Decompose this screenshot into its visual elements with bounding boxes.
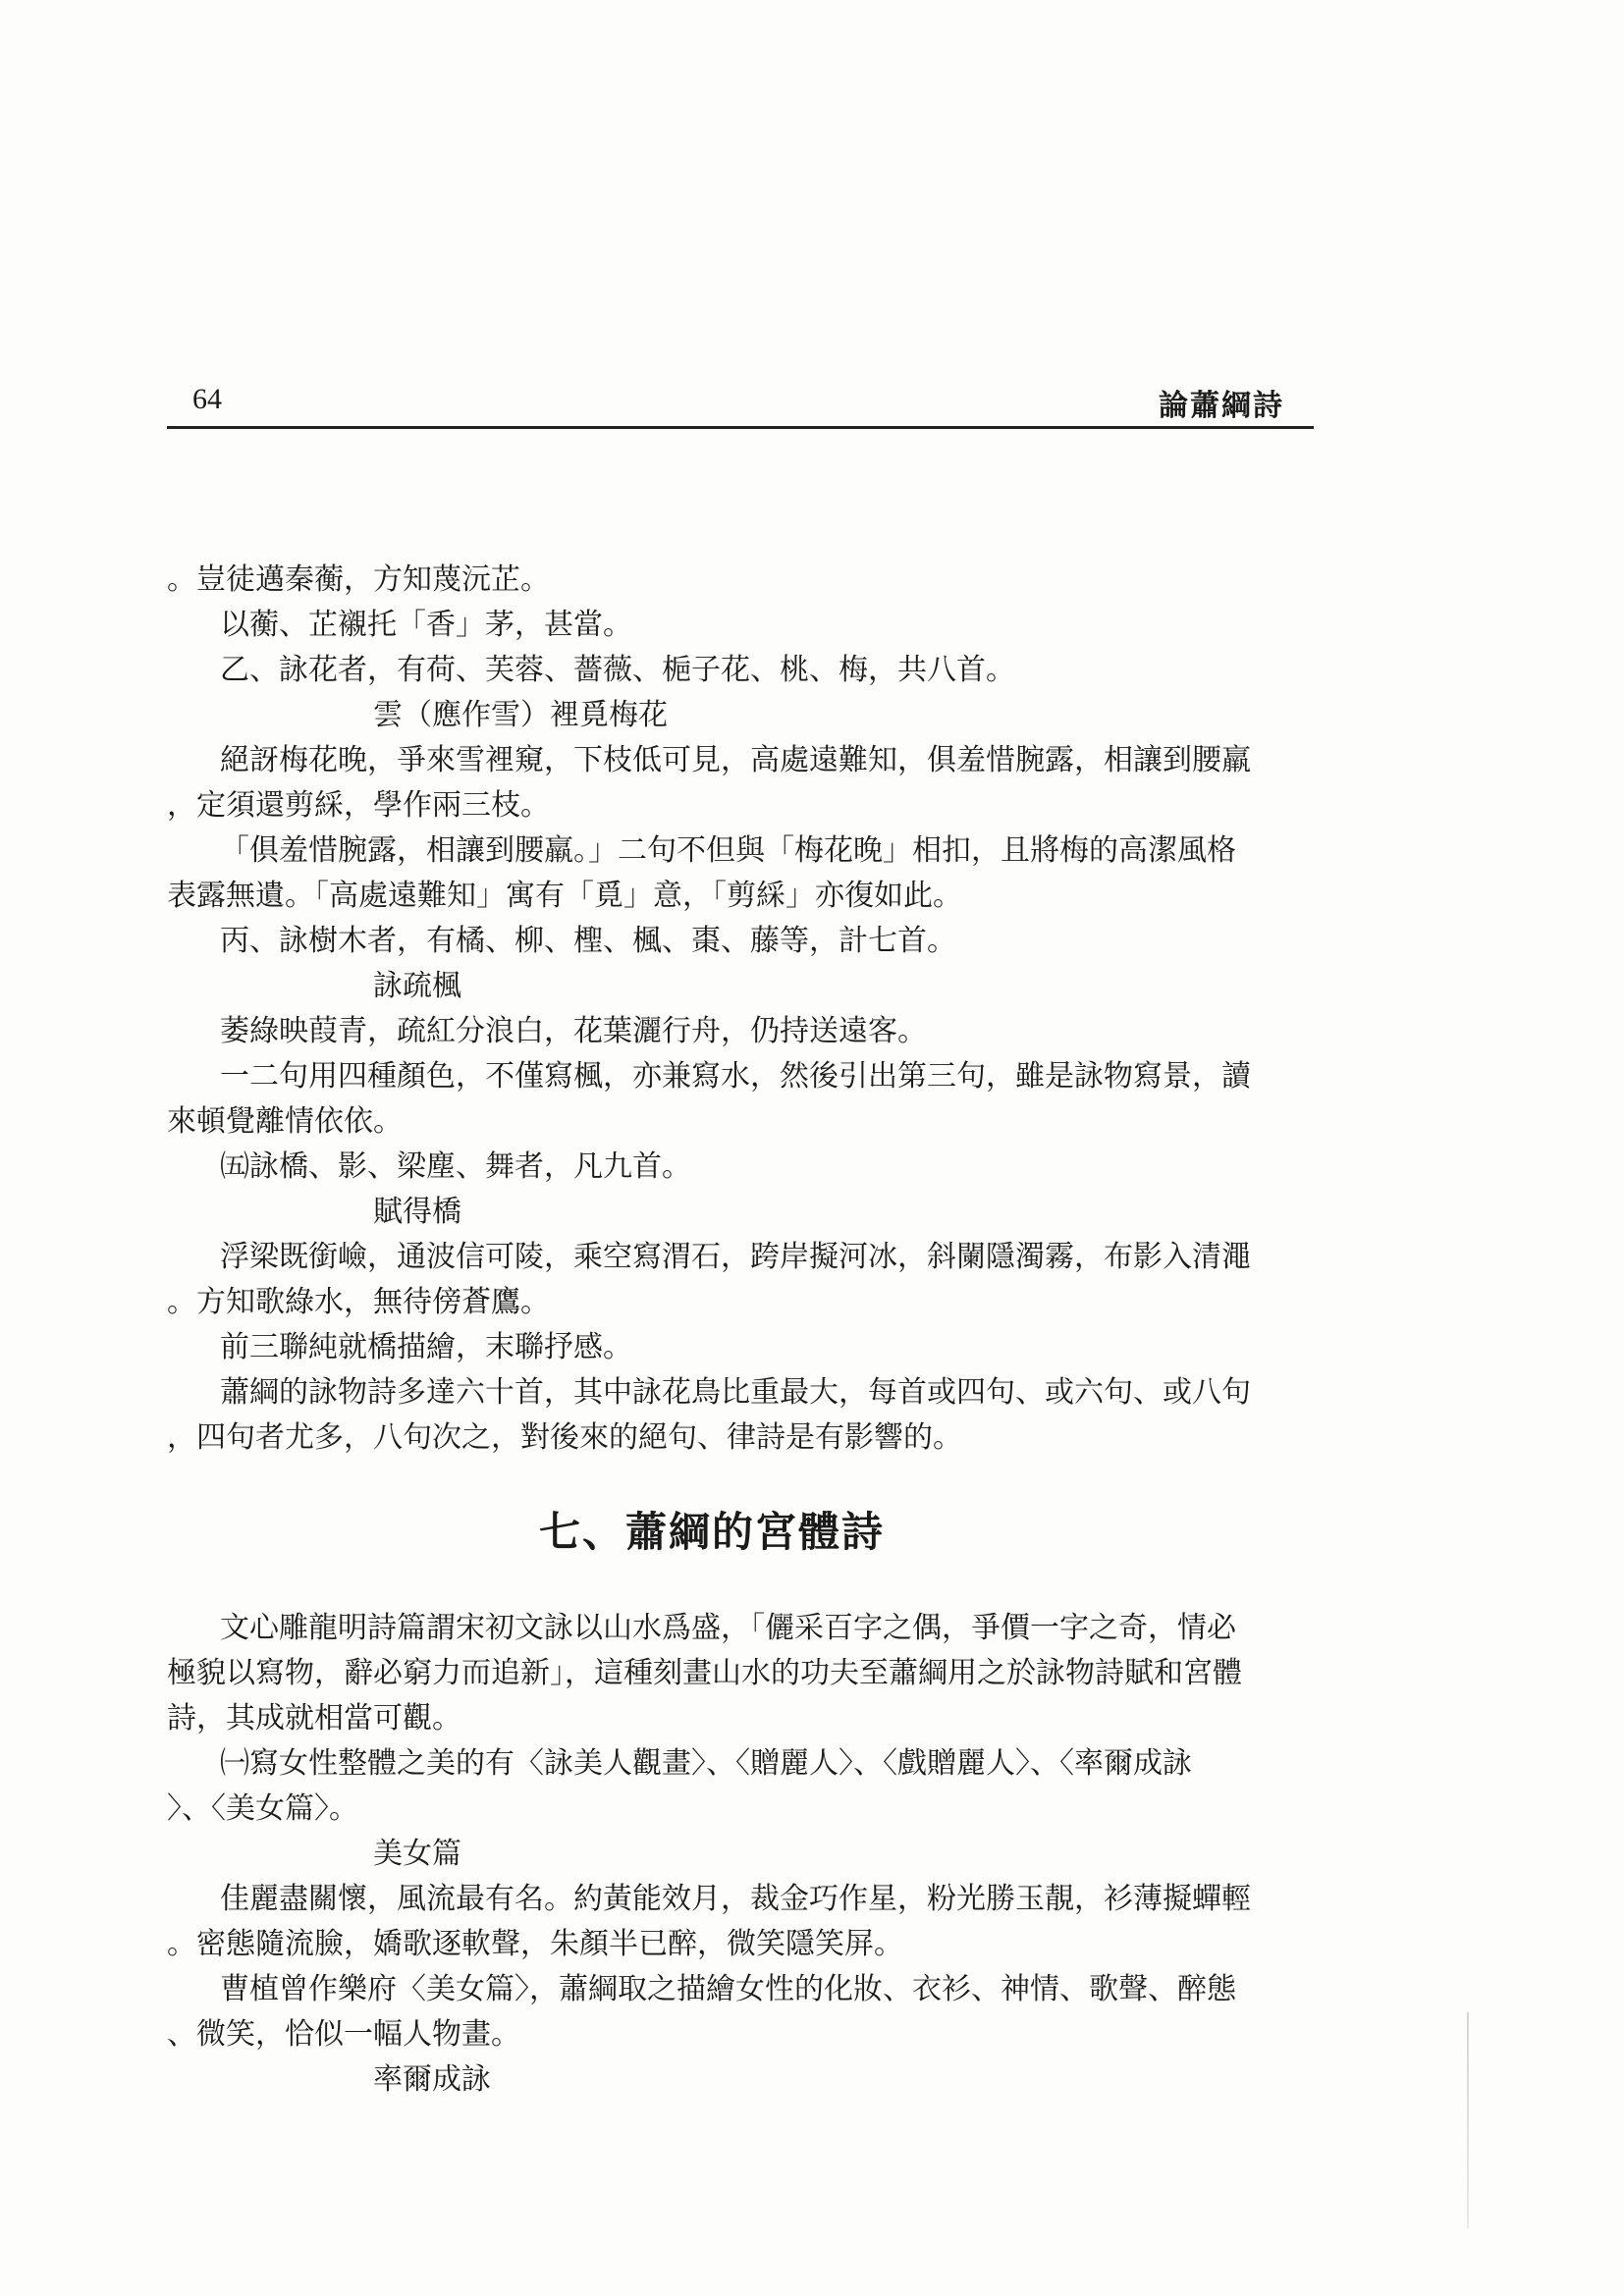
text-line: 「俱羞惜腕露，相讓到腰羸。」二句不但與「梅花晚」相扣，且將梅的高潔風格 bbox=[220, 833, 1236, 868]
poem-title: 美女篇 bbox=[373, 1837, 461, 1871]
text-line: 。豈徒邁秦蘅，方知蔑沅芷。 bbox=[167, 562, 550, 597]
poem-title: 率爾成詠 bbox=[373, 2062, 491, 2097]
poem-line: 萎綠映葭青，疏紅分浪白，花葉灑行舟，仍持送遠客。 bbox=[220, 1014, 927, 1048]
text-line: 前三聯純就橋描繪，末聯抒感。 bbox=[220, 1330, 632, 1364]
running-title: 論蕭綱詩 bbox=[1159, 389, 1284, 423]
text-line: 極貌以寫物，辭必窮力而追新」，這種刻畫山水的功夫至蕭綱用之於詠物詩賦和宮體 bbox=[167, 1656, 1242, 1690]
page-header bbox=[167, 381, 1314, 429]
poem-line: ，定須還剪綵，學作兩三枝。 bbox=[167, 788, 550, 823]
text-line: 蕭綱的詠物詩多達六十首，其中詠花鳥比重最大，每首或四句、或六句、或八句 bbox=[220, 1375, 1251, 1410]
section-heading: 七、蕭綱的宮體詩 bbox=[538, 1510, 885, 1555]
text-line: 表露無遺。「高處遠難知」寓有「覓」意，「剪綵」亦復如此。 bbox=[167, 879, 962, 913]
poem-line: 浮梁既銜嶮，通波信可陵，乘空寫渭石，跨岸擬河冰，斜闌隱濁霧，布影入清澠 bbox=[220, 1240, 1251, 1274]
poem-title: 雲（應作雪）裡覓梅花 bbox=[373, 698, 668, 732]
text-line: 以蘅、芷襯托「香」茅，甚當。 bbox=[220, 608, 632, 642]
page-number: 64 bbox=[192, 383, 222, 415]
text-line: ㈤詠橋、影、梁塵、舞者，凡九首。 bbox=[220, 1149, 691, 1184]
poem-line: 。密態隨流臉，嬌歌逐軟聲，朱顏半已醉，微笑隱笑屏。 bbox=[167, 1927, 903, 1961]
body-text bbox=[167, 558, 1257, 2103]
scan-artifact-line bbox=[1467, 2012, 1469, 2228]
text-line: 曹植曾作樂府〈美女篇〉，蕭綱取之描繪女性的化妝、衣衫、神情、歌聲、醉態 bbox=[220, 1972, 1236, 2006]
text-line: 詩，其成就相當可觀。 bbox=[167, 1701, 461, 1735]
text-line: 丙、詠樹木者，有橘、柳、檉、楓、棗、藤等，計七首。 bbox=[220, 924, 956, 958]
text-line: 乙、詠花者，有荷、芙蓉、薔薇、梔子花、桃、梅，共八首。 bbox=[220, 653, 1015, 687]
text-line: ，四句者尤多，八句次之，對後來的絕句、律詩是有影響的。 bbox=[167, 1420, 962, 1455]
text-line: 文心雕龍明詩篇謂宋初文詠以山水爲盛，「儷采百字之偶，爭價一字之奇，情必 bbox=[220, 1611, 1236, 1645]
poem-line: 佳麗盡關懷，風流最有名。約黃能效月，裁金巧作星，粉光勝玉靚，衫薄擬蟬輕 bbox=[220, 1882, 1251, 1916]
text-line: 〉、〈美女篇〉。 bbox=[167, 1791, 358, 1826]
text-line: 一二句用四種顏色，不僅寫楓，亦兼寫水，然後引出第三句，雖是詠物寫景，讀 bbox=[220, 1059, 1251, 1094]
text-line: ㈠寫女性整體之美的有〈詠美人觀畫〉、〈贈麗人〉、〈戲贈麗人〉、〈率爾成詠 bbox=[220, 1746, 1192, 1781]
text-line: 、微笑，恰似一幅人物畫。 bbox=[167, 2017, 520, 2052]
poem-line: 絕訝梅花晚，爭來雪裡窺，下枝低可見，高處遠難知，俱羞惜腕露，相讓到腰羸 bbox=[220, 743, 1251, 777]
poem-line: 。方知歌綠水，無待傍蒼鷹。 bbox=[167, 1285, 550, 1319]
poem-title: 詠疏楓 bbox=[373, 969, 461, 1003]
poem-title: 賦得橋 bbox=[373, 1195, 461, 1229]
text-line: 來頓覺離情依依。 bbox=[167, 1104, 403, 1139]
